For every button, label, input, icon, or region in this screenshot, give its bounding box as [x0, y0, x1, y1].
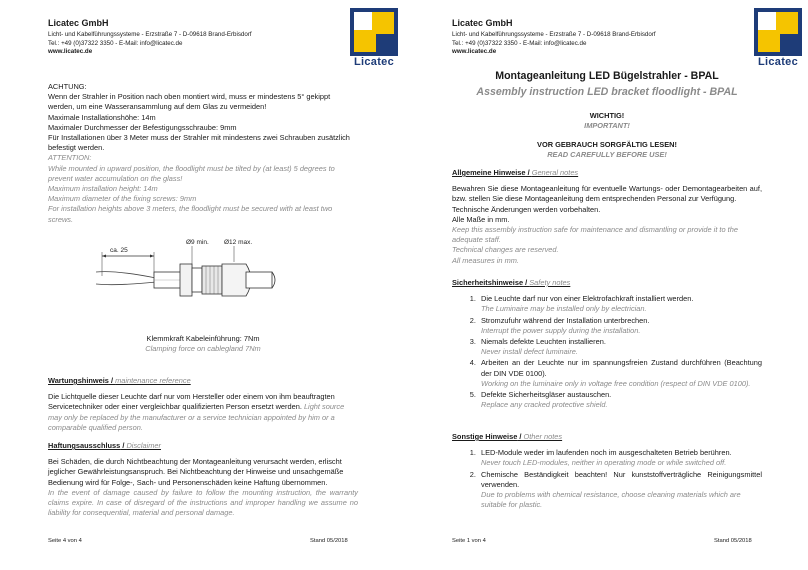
- disclaimer-heading: Haftungsausschluss / Disclaimer: [48, 441, 161, 450]
- disclaimer-section: Haftungsausschluss / Disclaimer Bei Schäden, die durch Nichtbeachtung der Montageanleitung verursacht werden, erlischt jeglicher Gewährleistungsanspruch. Bei Nichtbeachtung der Hinweise und unsachgemäße Bedienung wird für Folge-, Sach- und Personenschäden keine Haftung übernommen. In the event of damage caused by failure to follow the mounting instruction, the warranty claims expire. In case of disregard of the instructions and improper handling we assume no liability for consequential, material and personal damage.: [48, 441, 358, 518]
- other-notes-section: [452, 432, 762, 511]
- general-notes-heading: Allgemeine Hinweise / General notes: [452, 168, 579, 177]
- logo-mark-icon: [350, 8, 398, 56]
- website-link[interactable]: www.licatec.de: [48, 48, 93, 56]
- other-list: [452, 448, 762, 510]
- licatec-logo: [750, 8, 806, 68]
- cable-gland-diagram: [96, 232, 316, 324]
- footer-date: Stand 05/2018: [714, 538, 752, 544]
- list-item: 4. Arbeiten an der Leuchte nur im spannungsfreien Zustand durchführen (Beachtung der DIN VDE 0100). Working on the luminaire only in voltage free condition (respect of DIN VDE 0100).: [478, 358, 762, 389]
- warning-block: ACHTUNG: Wenn der Strahler in Position nach oben montiert wird, muss er mindestens 5° gekippt werden, um eine Wasseransammlung auf dem Glas zu vermeiden! Maximale Installationshöhe: 14m Maximaler Durchmesser der Befestigungsschraube: 9mm Für Installationen über 3 Meter muss der Strahler mit mindestens zwei Schrauben zusätzlich befestigt werden. ATTENTION: While mounted in upward position, the floodlight must be tilted by (at least) 5 degrees to prevent water accumulation on the glass! Maximum installation height: 14m Maximum diameter of the fixing screws: 9mm For installation heights above 3 meters, the floodlight must be secured with at least two screws.: [48, 82, 350, 224]
- licatec-logo: [346, 8, 402, 68]
- list-item: 2. Stromzufuhr während der Installation unterbrechen. Interrupt the power supply during the installation.: [478, 316, 762, 336]
- safety-notes-section: [452, 278, 762, 411]
- dim-ca-label: ca. 25: [110, 247, 128, 254]
- safety-list: [452, 294, 762, 410]
- dim-max-label: Ø12 max.: [224, 239, 253, 246]
- logo-text: Licatec: [757, 56, 798, 68]
- company-name: Licatec GmbH: [452, 18, 513, 28]
- read-carefully-note: VOR GEBRAUCH SORGFÄLTIG LESEN! READ CAREFULLY BEFORE USE!: [537, 140, 677, 160]
- page-right: [404, 0, 808, 570]
- document-title-en: Assembly instruction LED bracket floodlight - BPAL: [476, 86, 738, 98]
- logo-text: Licatec: [353, 56, 394, 68]
- diagram-caption: Klemmkraft Kabeleinführung: 7Nm Clamping force on cablegland 7Nm: [145, 334, 261, 354]
- other-notes-heading: Sonstige Hinweise / Other notes: [452, 432, 563, 441]
- dim-min-label: Ø9 min.: [186, 239, 209, 246]
- company-name: Licatec GmbH: [48, 18, 109, 28]
- list-item: 5. Defekte Sicherheitsgläser austauschen. Replace any cracked protective shield.: [478, 390, 762, 410]
- document-title: Montageanleitung LED Bügelstrahler - BPAL: [495, 70, 719, 82]
- list-item: 1. Die Leuchte darf nur von einer Elektrofachkraft installiert werden. The Luminaire may be installed only by electrician.: [478, 294, 762, 314]
- list-item: 1. LED-Module weder im laufenden noch im ausgeschalteten Betrieb berühren. Never touch LED-modules, neither in operating mode or while switched off.: [478, 448, 762, 468]
- company-address: Licht- und Kabelführungssysteme - Erzstraße 7 - D-09618 Brand-Erbisdorf Tel.: +49 (0)37322 3350 - E-Mail: info@licatec.de www.licatec.de: [452, 31, 656, 56]
- list-item: 2. Chemische Beständigkeit beachten! Nur kunststoffverträgliche Reinigungsmittel verwenden. Due to problems with chemical resistance, choose cleaning materials which are suitable for plastic.: [478, 470, 762, 511]
- website-link[interactable]: www.licatec.de: [452, 48, 497, 56]
- important-note: WICHTIG! IMPORTANT!: [584, 111, 630, 131]
- general-notes-section: Allgemeine Hinweise / General notes Bewahren Sie diese Montageanleitung für eventuelle Wartungs- oder Demontagearbeiten auf, bzw. stellen Sie diese Montageanleitung dem entsprechenden Personal zur Verfügung. Technische Änderungen werden vorbehalten. Alle Maße in mm. Keep this assembly instruction safe for maintenance and dismantling or provide it to the adequate staff. Technical changes are reserved. All measures in mm.: [452, 168, 762, 265]
- maintenance-section: Wartungshinweis / maintenance reference Die Lichtquelle dieser Leuchte darf nur vom Hersteller oder einem von ihm beauftragten Servicetechniker oder einer vergleichbar qualifizierten Person ersetzt werden. Light source may only be replaced by the manufacturer or a service technician appointed by him or a comparable qualified person.: [48, 376, 358, 433]
- footer-page-number: Seite 1 von 4: [452, 538, 486, 544]
- logo-mark-icon: [754, 8, 802, 56]
- safety-notes-heading: Sicherheitshinweise / Safety notes: [452, 278, 571, 287]
- list-item: 3. Niemals defekte Leuchten installieren. Never install defect luminaire.: [478, 337, 762, 357]
- footer-date: Stand 05/2018: [310, 538, 348, 544]
- company-address: Licht- und Kabelführungssysteme - Erzstraße 7 - D-09618 Brand-Erbisdorf Tel.: +49 (0)37322 3350 - E-Mail: info@licatec.de www.licatec.de: [48, 31, 252, 56]
- footer-page-number: Seite 4 von 4: [48, 538, 82, 544]
- maintenance-heading: Wartungshinweis / maintenance reference: [48, 376, 191, 385]
